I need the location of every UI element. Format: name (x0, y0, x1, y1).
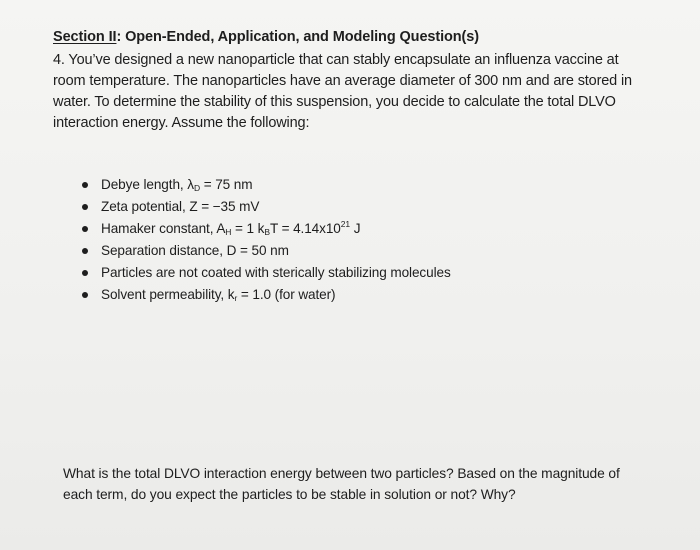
final-question: What is the total DLVO interaction energy between two particles? Based on the magnitude of each term, do you expect the particles to be stable in solution or not? Why? (63, 466, 620, 502)
assumptions-list (80, 174, 451, 306)
bullet-icon (82, 226, 88, 232)
bullet-icon (82, 182, 88, 188)
bullet-icon (82, 248, 88, 254)
section-title: : Open-Ended, Application, and Modeling Question(s) (116, 29, 479, 45)
section-heading (53, 29, 479, 45)
bullet-icon (82, 204, 88, 210)
assumption-separation-distance: Separation distance, D = 50 nm (80, 240, 451, 262)
question-prompt: 4. You’ve designed a new nanoparticle that can stably encapsulate an influenza vaccine at room temperature. The nanoparticles have an average diameter of 300 nm and are stored in water. To determine the stability of this suspension, you decide to calculate the total DLVO interaction energy. Assume the following: (53, 52, 632, 131)
assumption-hamaker-constant: Hamaker constant, $A_H = 1$ $k_BT = 4.14x10^{21}$ J (80, 218, 451, 240)
assumption-debye-length: Debye length, $\lambda_D = 75$ nm (80, 174, 451, 196)
assumption-solvent-permeability: Solvent permeability, $k_r = 1.0$ (for water) (80, 284, 451, 306)
bullet-icon (82, 292, 88, 298)
assumption-no-steric-coating: Particles are not coated with sterically stabilizing molecules (80, 262, 451, 284)
bullet-icon (82, 270, 88, 276)
section-label: Section II (53, 29, 117, 45)
assumption-zeta-potential: Zeta potential, Z = −35 mV (80, 196, 451, 218)
